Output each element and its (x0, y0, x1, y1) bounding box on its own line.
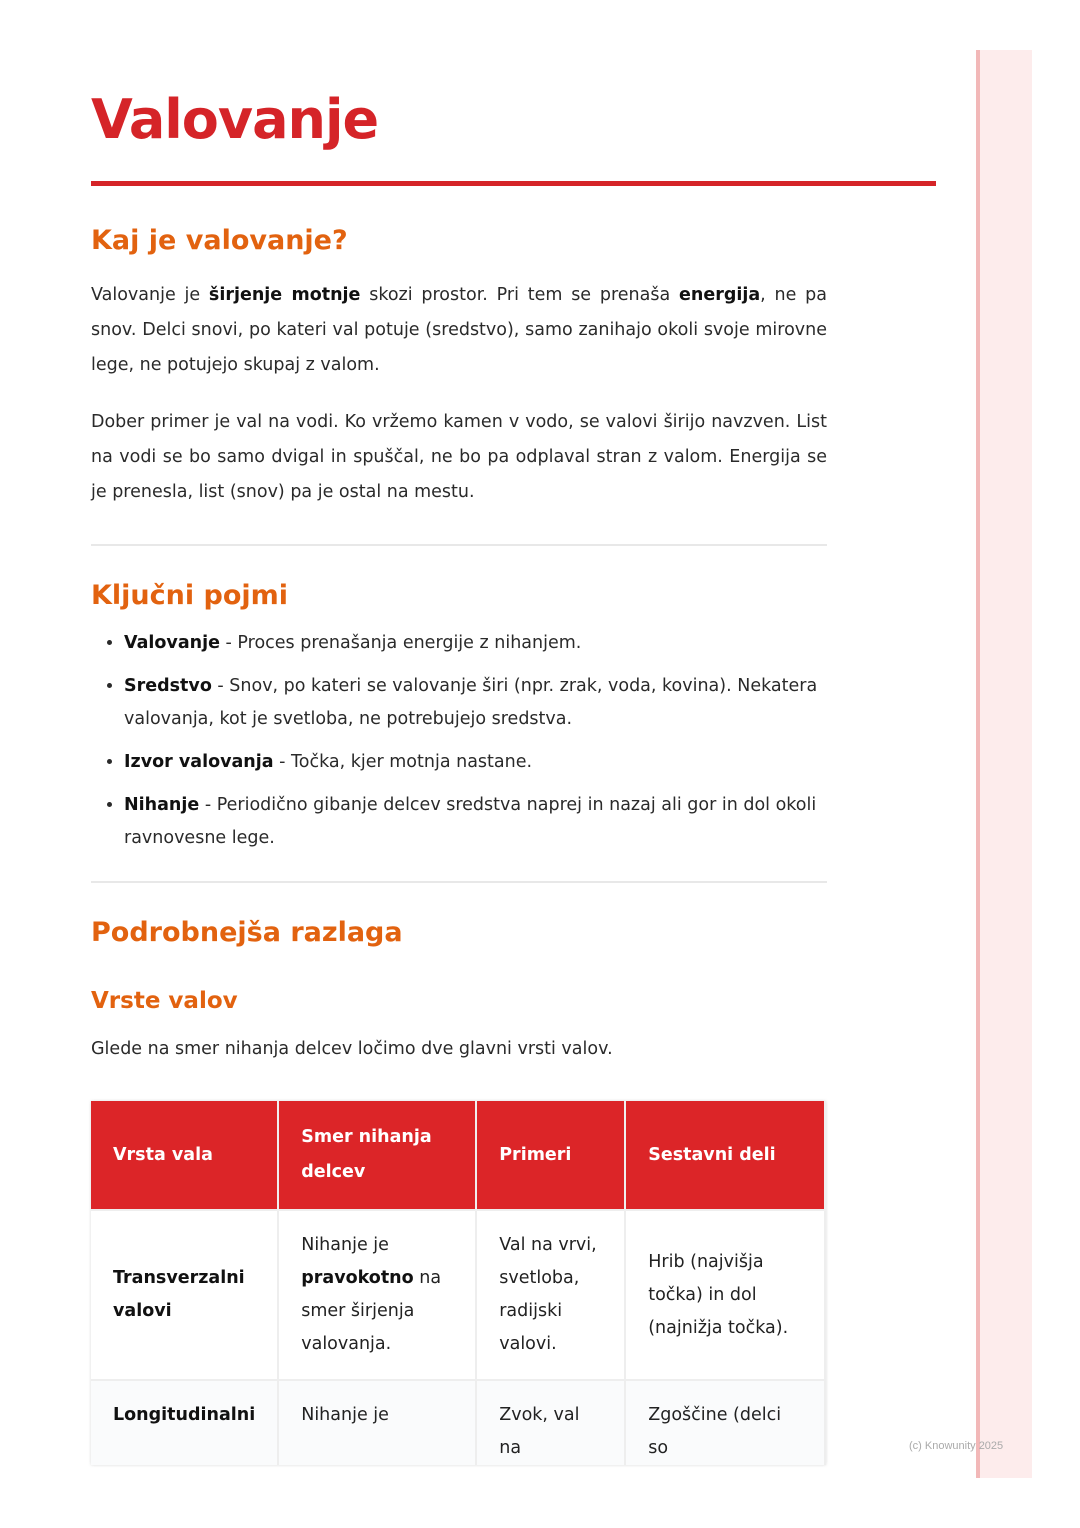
intro-paragraph-2: Dober primer je val na vodi. Ko vržemo kamen v vodo, se valovi širijo navzven. List na vodi se bo samo dvigal in spuščal, ne bo pa odplaval stran z valom. Energija se je prenesla, list (snov) pa je ostal na mestu. (91, 412, 827, 502)
table-cell: Val na vrvi, svetloba, radijski valovi. (476, 1210, 625, 1380)
column-header: Sestavni deli (625, 1101, 825, 1210)
title-divider (91, 181, 936, 186)
side-margin-strip (976, 50, 1032, 1478)
table-row (91, 1210, 825, 1380)
subsection-heading: Vrste valov (91, 988, 238, 1014)
section-heading-terms: Ključni pojmi (91, 580, 289, 611)
detail-intro: Glede na smer nihanja delcev ločimo dve glavni vrsti valov. (91, 1039, 613, 1059)
list-item: • Izvor valovanja - Točka, kjer motnja nastane. (124, 746, 827, 779)
section-divider (91, 544, 827, 546)
table-cell: Transverzalni valovi (91, 1210, 278, 1380)
table-cell: Longitudinalni (91, 1380, 278, 1465)
column-header: Primeri (476, 1101, 625, 1210)
wave-types-table (91, 1101, 826, 1465)
table-cell: Nihanje je pravokotno na smer širjenja valovanja. (278, 1210, 476, 1380)
table-cell: Zvok, val na (476, 1380, 625, 1465)
list-item: • Nihanje - Periodično gibanje delcev sredstva naprej in nazaj ali gor in dol okoli ravnovesne lege. (124, 789, 827, 855)
list-item: • Sredstvo - Snov, po kateri se valovanje širi (npr. zrak, voda, kovina). Nekatera valovanja, kot je svetloba, ne potrebujejo sredstva. (124, 670, 827, 736)
list-item: • Valovanje - Proces prenašanja energije z nihanjem. (124, 627, 827, 660)
section-heading-detail: Podrobnejša razlaga (91, 917, 403, 948)
key-terms-list (91, 627, 827, 855)
column-header: Vrsta vala (91, 1101, 278, 1210)
intro-paragraph-1: Valovanje je širjenje motnje skozi prostor. Pri tem se prenaša energija, ne pa snov. Delci snovi, po kateri val potuje (sredstvo), samo zanihajo okoli svoje mirovne lege, ne potujejo skupaj z valom. (91, 285, 827, 375)
table-row (91, 1380, 825, 1465)
column-header: Smer nihanja delcev (278, 1101, 476, 1210)
document-body (91, 225, 827, 1465)
table-cell: Nihanje je (278, 1380, 476, 1465)
table-cell: Hrib (najvišja točka) in dol (najnižja točka). (625, 1210, 825, 1380)
section-heading-intro: Kaj je valovanje? (91, 225, 348, 256)
section-divider (91, 881, 827, 883)
copyright-footer: (c) Knowunity 2025 (909, 1440, 1004, 1452)
table-header-row (91, 1101, 825, 1210)
table-cell: Zgoščine (delci so (625, 1380, 825, 1465)
page-title: Valovanje (91, 88, 379, 151)
